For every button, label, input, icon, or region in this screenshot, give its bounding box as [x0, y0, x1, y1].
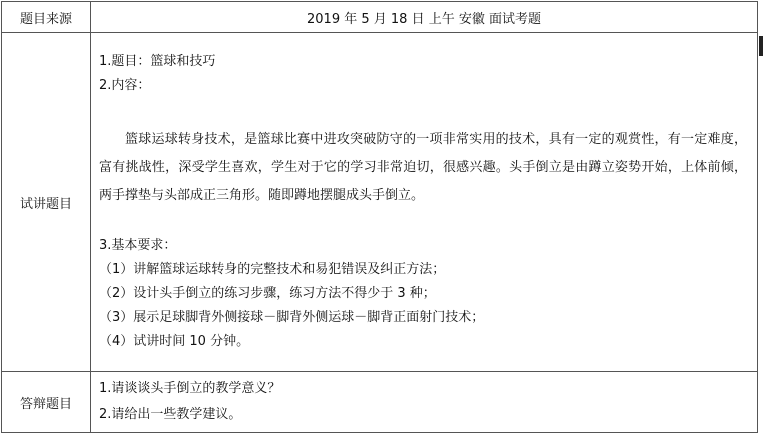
defense-label: 答辩题目 [2, 372, 91, 433]
spacer [99, 98, 747, 126]
defense-question: 1.请谈谈头手倒立的教学意义？ [99, 381, 281, 396]
requirement-item: （3）展示足球脚背外侧接球－脚背外侧运球－脚背正面射门技术； [99, 310, 485, 325]
lecture-paragraph: 篮球运球转身技术，是篮球比赛中进攻突破防守的一项非常实用的技术，具有一定的观赏性，有一定难度，富有挑战性，深受学生喜欢，学生对于它的学习非常迫切，很感兴趣。头手倒立是由蹲立姿势开始，上体前倾，两手撑垫与头部成正三角形。随即蹲地摆腿成头手倒立。 [99, 132, 747, 203]
lecture-label: 试讲题目 [2, 33, 91, 372]
defense-question: 2.请给出一些教学建议。 [99, 407, 242, 422]
lecture-row [2, 33, 758, 372]
defense-row [2, 372, 758, 433]
spacer [99, 210, 747, 234]
source-label: 题目来源 [2, 2, 91, 33]
requirement-item: （2）设计头手倒立的练习步骤，练习方法不得少于 3 种； [99, 286, 436, 301]
lecture-content [91, 33, 758, 372]
lecture-topic: 1.题目：篮球和技巧 [99, 54, 216, 69]
source-value: 2019 年 5 月 18 日 上午 安徽 面试考题 [91, 2, 758, 33]
defense-content [91, 372, 758, 433]
exam-table [1, 1, 758, 433]
requirements-title: 3.基本要求： [99, 238, 177, 253]
requirement-item: （1）讲解篮球运球转身的完整技术和易犯错误及纠正方法； [99, 262, 446, 277]
lecture-content-title: 2.内容： [99, 78, 151, 93]
source-row [2, 2, 758, 33]
requirement-item: （4）试讲时间 10 分钟。 [99, 334, 250, 349]
page-edge-mark [759, 36, 763, 56]
